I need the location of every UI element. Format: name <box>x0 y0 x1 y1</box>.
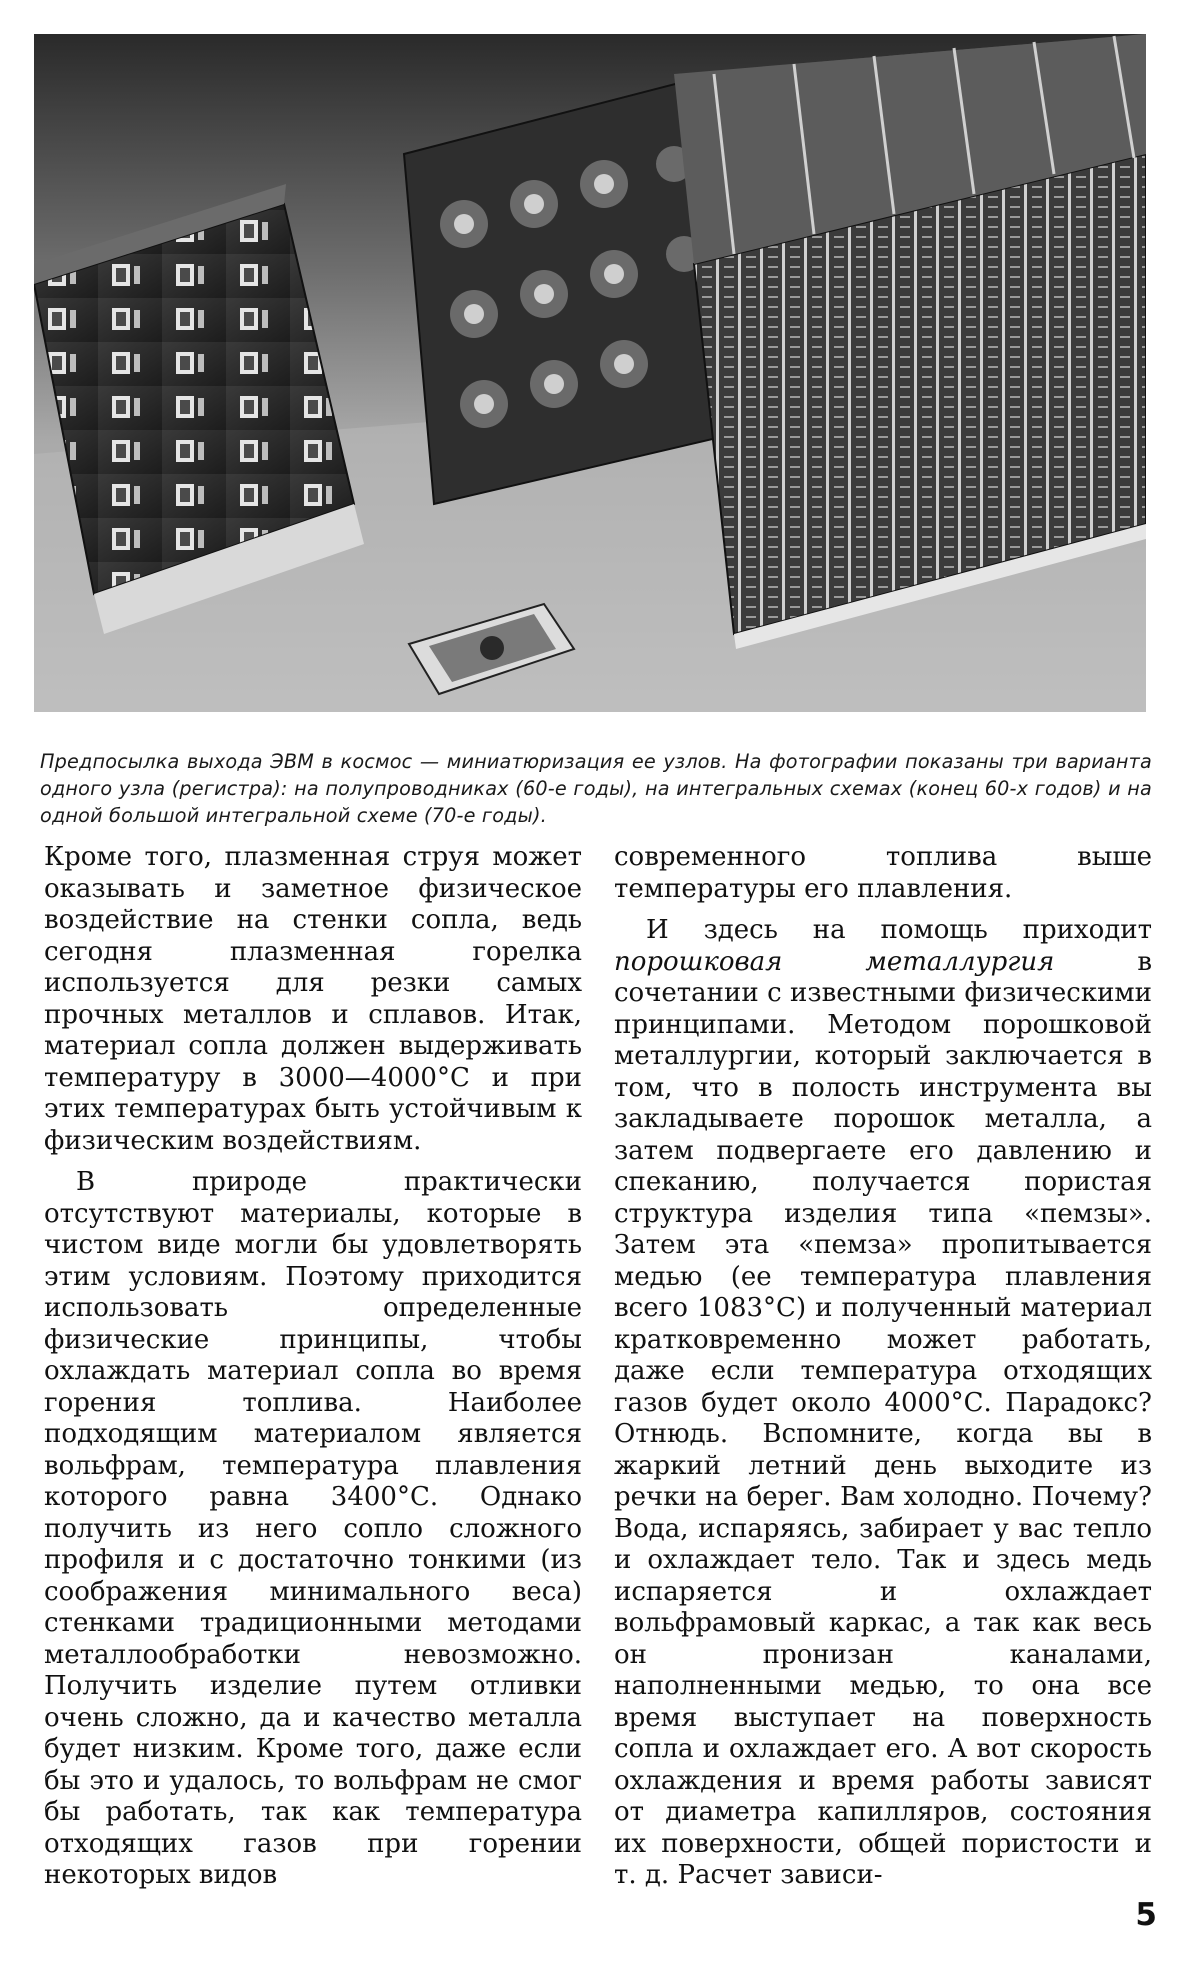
article-column-right <box>614 842 1152 1902</box>
term-powder-metallurgy: порошковая металлургия <box>614 946 1055 977</box>
paragraph-body: в сочетании с известными физическими принципами. Методом порошковой металлургии, который заключается в том, что в полость инструмента вы закладываете порошок металла, а затем подвергаете его давлению и спеканию, получается пористая структура изделия типа «пемзы». Затем эта «пемза» пропитывается медью (ее температура плавления всего 1083°С) и полученный материал кратковременно может работать, даже если температура отходящих газов будет около 4000°С. Парадокс? Отнюдь. Вспомните, когда вы в жаркий летний день выходите из речки на берег. Вам холодно. Почему? Вода, испаряясь, забирает у вас тепло и охлаждает тело. Так и здесь медь испаряется и охлаждает вольфрамовый каркас, а так как весь он пронизан каналами, наполненными медью, то она все время выступает на поверхность сопла и охлаждает его. А вот скорость охлаждения и время работы зависят от диаметра капилляров, состояния их поверхности, общей пористости и т. д. Расчет зависи- <box>614 946 1152 1890</box>
card-rack <box>674 34 1146 649</box>
paragraph: современного топлива выше температуры его плавления. <box>614 842 1152 904</box>
page-number: 5 <box>1135 1897 1157 1933</box>
photo-caption: Предпосылка выхода ЭВМ в космос — миниатюризация ее узлов. На фотографии показаны три варианта одного узла (регистра): на полупроводниках (60-е годы), на интегральных схемах (конец 60-х годов) и на одной большой интегральной схеме (70-е годы). <box>40 750 1152 827</box>
paragraph-powder-metallurgy <box>614 915 1152 1892</box>
paragraph: Кроме того, плазменная струя может оказывать и заметное физическое воздействие на стенки сопла, ведь сегодня плазменная горелка используется для резки самых прочных металлов и сплавов. Итак, материал сопла должен выдерживать температуру в 3000—4000°С и при этих температурах быть устойчивым к физическим воздействиям. <box>44 842 582 1156</box>
article-column-left <box>44 842 582 1902</box>
photo-computer-registers <box>34 34 1146 712</box>
paragraph-lead: И здесь на помощь приходит <box>646 915 1152 945</box>
photo-illustration <box>34 34 1146 712</box>
paragraph: В природе практически отсутствуют материалы, которые в чистом виде могли бы удовлетворять этим условиям. Поэтому приходится использовать определенные физические принципы, чтобы охлаждать материал сопла во время горения топлива. Наиболее подходящим материалом является вольфрам, температура плавления которого равна 3400°С. Однако получить из него сопло сложного профиля и с достаточно тонкими (из соображения минимального веса) стенками традиционными методами металлообработки невозможно. Получить изделие путем отливки очень сложно, да и качество металла будет низким. Кроме того, даже если бы это и удалось, то вольфрам не смог бы работать, так как температура отходящих газов при горении некоторых видов <box>44 1167 582 1890</box>
